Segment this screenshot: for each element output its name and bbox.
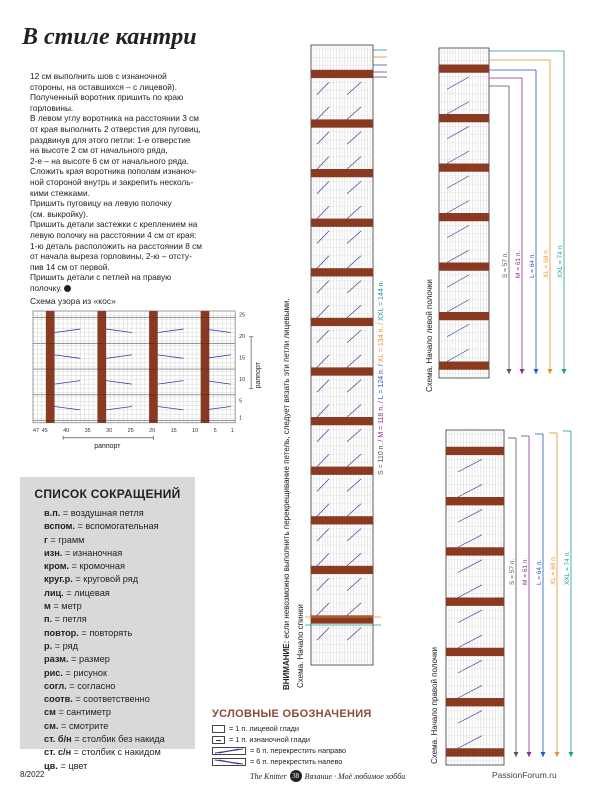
purl-band	[446, 447, 504, 455]
abbreviation-item	[44, 627, 195, 640]
abbreviation-meaning: = столбик с накидом	[71, 747, 161, 758]
purl-band	[311, 566, 373, 574]
abbreviation-item	[44, 733, 195, 746]
instructions-text	[30, 71, 218, 293]
purl-band	[311, 516, 373, 524]
purl-band	[439, 362, 489, 370]
abbreviation-term: п.	[44, 614, 53, 625]
row-label: 10	[239, 376, 246, 383]
abbreviation-meaning: = круговой ряд	[72, 574, 139, 585]
legend-dash-icon	[212, 736, 225, 744]
size-label: S = 57 п.	[502, 251, 509, 278]
size-label: L = 64 п.	[529, 252, 536, 278]
abbreviation-item	[44, 600, 195, 613]
legend-cross-left-icon	[212, 758, 246, 766]
purl-band	[311, 367, 373, 375]
purl-band	[311, 219, 373, 227]
instruction-line: полочку.	[30, 283, 218, 294]
legend-item	[212, 756, 432, 767]
legend-empty-icon	[212, 725, 225, 733]
instruction-line: 12 см выполнить шов с изнаночной	[30, 71, 167, 81]
abbreviation-item	[44, 640, 195, 653]
abbreviation-term: разм.	[44, 654, 69, 665]
legend-item	[212, 723, 432, 734]
abbreviation-meaning: = соответственно	[72, 694, 150, 705]
instruction-line: левую полочку на расстоянии 4 см от края:	[30, 229, 197, 240]
abbreviation-item	[44, 760, 195, 773]
purl-band	[439, 312, 489, 320]
schema-title: Схема узора из «кос»	[30, 296, 116, 306]
instruction-line: ной стороной внутрь и закрепить несколь-	[30, 176, 194, 187]
col-label: 25	[127, 427, 134, 434]
size-label: XL = 134 п. /	[378, 320, 385, 363]
abbreviation-term: цв.	[44, 760, 58, 771]
abbreviation-meaning: = метр	[50, 601, 82, 612]
purl-band	[446, 648, 504, 656]
size-label: XL = 69 п.	[543, 248, 550, 278]
back-size-labels	[378, 281, 385, 475]
instruction-line: 1-ю деталь расположить на расстоянии 8 см	[30, 240, 203, 251]
size-label: M = 61 п.	[522, 557, 529, 585]
size-label: XL = 69 п.	[550, 555, 557, 585]
purl-band	[311, 119, 373, 127]
abbreviation-meaning: = лицевая	[63, 587, 110, 598]
abbreviation-item	[44, 653, 195, 666]
abbreviation-term: согл.	[44, 680, 67, 691]
col-label: 5	[213, 427, 217, 434]
row-label: 25	[239, 312, 246, 319]
purl-band	[311, 268, 373, 276]
abbreviation-meaning: = кромочная	[69, 561, 125, 572]
col-label: 40	[63, 427, 70, 434]
abbreviation-item	[44, 720, 195, 733]
abbreviation-item	[44, 693, 195, 706]
abbreviations-list	[20, 507, 195, 773]
magazine-name: The Knitter	[250, 771, 287, 781]
purl-column	[98, 311, 107, 423]
purl-band	[446, 748, 504, 756]
purl-band	[311, 169, 373, 177]
instruction-line: раздвинув для этого петли: 1-е отверстие	[30, 134, 191, 145]
col-label: 1	[230, 427, 234, 434]
abbreviation-item	[44, 573, 195, 586]
abbreviation-meaning: = грамм	[47, 534, 85, 545]
purl-band	[439, 114, 489, 122]
abbreviation-item	[44, 560, 195, 573]
abbreviation-term: ст. с/н	[44, 747, 72, 758]
purl-band	[446, 497, 504, 505]
row-label: 1	[239, 415, 243, 422]
legend-cross-right-icon	[212, 747, 246, 755]
instruction-line: (см. выкройку).	[30, 208, 89, 219]
abbreviation-term: в.п.	[44, 508, 61, 518]
abbreviation-meaning: = воздушная петля	[60, 508, 144, 518]
legend-item	[212, 745, 432, 756]
col-label: 10	[192, 427, 199, 434]
instruction-line: Пришить детали застежки с креплением на	[30, 219, 198, 230]
abbreviation-item	[44, 587, 195, 600]
col-label: 15	[170, 427, 177, 434]
size-label: S = 57 п.	[509, 558, 516, 585]
purl-band	[439, 213, 489, 221]
abbreviation-term: см.	[44, 720, 59, 731]
purl-band	[439, 164, 489, 172]
abbreviation-term: рис.	[44, 667, 63, 678]
abbreviation-meaning: = цвет	[57, 760, 88, 771]
back-chart	[311, 45, 401, 705]
purl-band	[446, 547, 504, 555]
instruction-line: от начала выреза горловины, 2-ю – отсту-	[30, 251, 192, 262]
abbreviation-term: круг.р.	[44, 574, 73, 585]
footer-magazine	[250, 770, 405, 782]
legend-text: = 6 п. перекрестить направо	[250, 746, 347, 755]
abbreviation-meaning: = петля	[52, 614, 87, 625]
size-label: M = 61 п.	[515, 250, 522, 278]
abbreviation-term: ст. б/н	[44, 734, 72, 745]
abbreviations-title: СПИСОК СОКРАЩЕНИЙ	[34, 487, 181, 501]
col-label: 20	[149, 427, 156, 434]
row-label: 15	[239, 355, 246, 362]
abbreviation-meaning: = рисунок	[62, 667, 108, 678]
purl-band	[311, 70, 373, 78]
attention-word: ВНИМАНИЕ:	[282, 640, 291, 690]
back-start-label: Схема. Начало спинки	[296, 604, 305, 688]
legend-text: = 6 п. перекрестить налево	[250, 757, 343, 766]
abbreviation-item	[44, 667, 195, 680]
instruction-line: стороны, на оставшихся – с лицевой).	[30, 81, 177, 92]
abbreviation-meaning: = согласно	[66, 680, 116, 691]
abbreviation-item	[44, 680, 195, 693]
instruction-line: Сложить края воротника пополам изнаноч-	[30, 166, 197, 177]
abbreviation-item	[44, 507, 195, 520]
abbreviation-item	[44, 547, 195, 560]
site-watermark: PassionForum.ru	[492, 770, 557, 780]
abbreviation-item	[44, 613, 195, 626]
purl-band	[446, 598, 504, 606]
abbreviation-term: повтор.	[44, 627, 79, 638]
issue-date: 8/2022	[20, 770, 45, 779]
page-number: 38	[290, 770, 302, 782]
abbreviation-term: лиц.	[44, 587, 64, 598]
instruction-line: Пришить пуговицу на левую полочку	[30, 198, 172, 209]
abbreviation-term: вспом.	[44, 521, 75, 532]
instruction-line: горловины.	[30, 102, 74, 113]
raport-vertical-label: раппорт	[255, 362, 263, 389]
purl-band	[439, 263, 489, 271]
abbreviation-term: изн.	[44, 547, 63, 558]
instruction-line: Пришить детали с петлей на правую	[30, 272, 172, 283]
col-label: 47	[33, 427, 40, 434]
row-label: 20	[239, 333, 246, 340]
legend-item	[212, 734, 432, 745]
raport-horizontal-label: раппорт	[94, 442, 121, 450]
instruction-line: на высоте 2 см от начального ряда,	[30, 145, 168, 156]
left-start-label: Схема. Начало левой полочки	[425, 279, 434, 392]
abbreviation-meaning: = сантиметр	[55, 707, 111, 718]
instruction-line: Полученный воротник пришить по краю	[30, 92, 184, 103]
cable-pattern-chart	[28, 309, 268, 469]
abbreviation-item	[44, 520, 195, 533]
abbreviation-meaning: = повторять	[78, 627, 133, 638]
size-label: XXL = 144 п.	[378, 280, 385, 321]
abbreviation-item	[44, 534, 195, 547]
right-front-chart	[446, 430, 586, 770]
abbreviations-box	[20, 477, 195, 771]
left-front-chart	[439, 48, 579, 388]
legend-title: УСЛОВНЫЕ ОБОЗНАЧЕНИЯ	[212, 708, 372, 720]
abbreviation-term: р.	[44, 640, 53, 651]
purl-band	[311, 467, 373, 475]
instruction-line: 2-е – на высоте 6 см от начального ряда.	[30, 155, 189, 166]
abbreviation-meaning: = размер	[68, 654, 110, 665]
abbreviation-meaning: = изнаночная	[62, 547, 123, 558]
size-label: M = 118 п. /	[378, 399, 385, 438]
abbreviation-meaning: = вспомогательная	[74, 521, 159, 532]
page-title: В стиле кантри	[22, 24, 197, 50]
abbreviation-term: соотв.	[44, 694, 73, 705]
abbreviation-term: кром.	[44, 561, 70, 572]
end-mark-icon	[64, 285, 71, 292]
magazine-tagline: Вязание · Моё любимое хобби	[304, 771, 406, 781]
abbreviation-item	[44, 706, 195, 719]
legend-text: = 1 п. лицевой глади	[229, 724, 299, 733]
purl-band	[446, 698, 504, 706]
size-label: L = 64 п.	[536, 559, 543, 585]
right-start-label: Схема. Начало правой полочки	[430, 647, 439, 764]
abbreviation-meaning: = столбик без накида	[71, 734, 165, 745]
purl-column	[149, 311, 158, 423]
instruction-line: кими стежками.	[30, 187, 90, 198]
abbreviation-meaning: = смотрите	[58, 720, 109, 731]
abbreviation-term: см	[44, 707, 56, 718]
attention-text: если невозможно выполнить перекрещивание петель, следует вязать эти петли лицевыми.	[282, 298, 291, 639]
instruction-line: пив 14 см от первой.	[30, 261, 110, 272]
size-label: L = 124 п. /	[378, 362, 385, 400]
abbreviation-term: г	[44, 534, 48, 545]
col-label: 35	[84, 427, 91, 434]
purl-column	[46, 311, 55, 423]
purl-band	[311, 318, 373, 326]
col-label: 30	[106, 427, 113, 434]
size-label: S = 110 п. /	[378, 437, 385, 475]
abbreviation-term: м	[44, 601, 51, 612]
legend	[212, 708, 432, 767]
row-label: 5	[239, 398, 243, 405]
instruction-line: В левом углу воротника на расстоянии 3 см	[30, 113, 200, 124]
col-label: 45	[41, 427, 48, 434]
size-label: XXL = 74 п.	[564, 551, 571, 585]
attention-note	[282, 250, 291, 690]
purl-column	[201, 311, 210, 423]
purl-band	[439, 65, 489, 73]
instruction-line: от края выполнить 2 отверстия для пуговиц,	[30, 123, 201, 134]
purl-band	[311, 417, 373, 425]
size-label: XXL = 74 п.	[557, 244, 564, 278]
abbreviation-item	[44, 746, 195, 759]
legend-text: = 1 п. изнаночной глади	[229, 735, 310, 744]
abbreviation-meaning: = ряд	[52, 640, 78, 651]
